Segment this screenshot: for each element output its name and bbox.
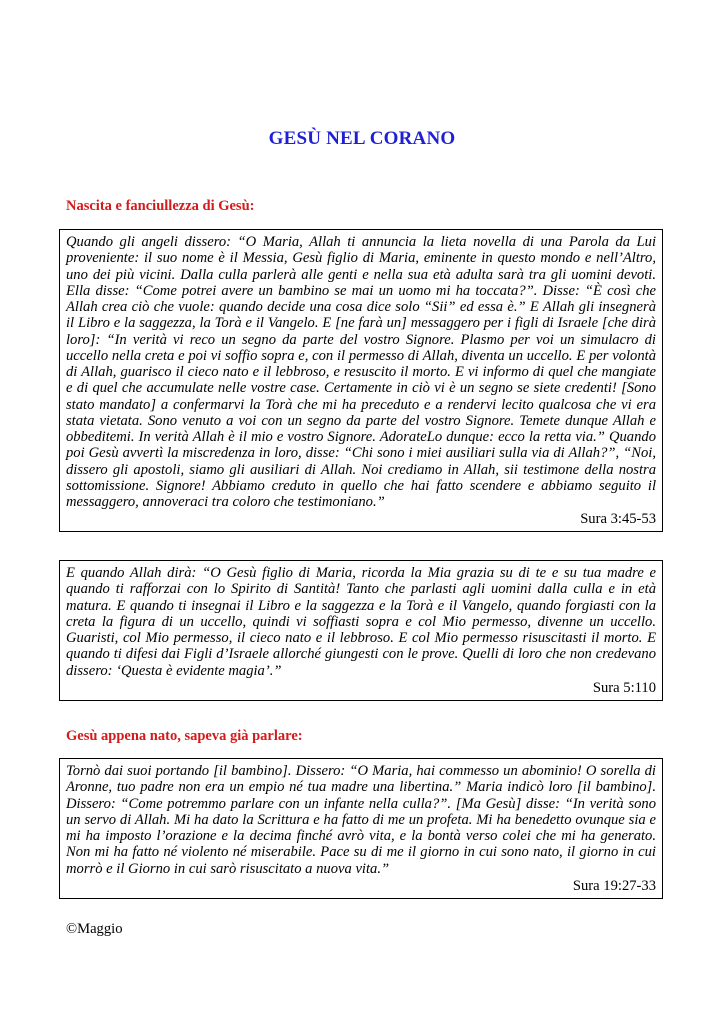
page-title: GESÙ NEL CORANO bbox=[268, 128, 456, 149]
quote-box-sura-19 bbox=[59, 758, 663, 899]
quote-text: Quando gli angeli dissero: “O Maria, Allah ti annuncia la lieta novella di una Parola da Lui proveniente: il suo nome è il Messia, Gesù figlio di Maria, eminente in questo mondo e nell’Altro, uno dei più vicini. Dalla culla parlerà alle genti e nella sua età adulta sarà tra gli uomini devoti. Ella disse: “Come potrei avere un bambino se mai un uomo mi ha toccata?”. Disse: “È così che Allah crea ciò che vuole: quando decide una cosa dice solo “Sii” ed essa è.” E Allah gli insegnerà il Libro e la saggezza, la Torà e il Vangelo. E [ne farà un] messaggero per i figli di Israele [che dirà loro]: “In verità vi reco un segno da parte del vostro Signore. Plasmo per voi un simulacro di uccello nella creta e poi vi soffio sopra e, con il permesso di Allah, diventa un uccello. E per volontà di Allah, guarisco il cieco nato e il lebbroso, e resuscito il morto. E vi informo di quel che mangiate e di quel che accumulate nelle vostre case. Certamente in ciò vi è un segno se siete credenti! [Sono stato mandato] a confermarvi la Torà che mi ha preceduto e a rendervi lecito qualcosa che vi era stata vietata. Sono venuto a voi con un segno da parte del vostro Signore. Temete dunque Allah e obbeditemi. In verità Allah è il mio e vostro Signore. AdorateLo dunque: ecco la retta via.” Quando poi Gesù avvertì la miscredenza in loro, disse: “Chi sono i miei ausiliari sulla via di Allah?”, “Noi, dissero gli apostoli, siamo gli ausiliari di Allah. Noi crediamo in Allah, sii testimone della nostra sottomissione. Signore! Abbiamo creduto in quello che hai fatto scendere e abbiamo seguito il messaggero, annoveraci tra coloro che testimoniano.” bbox=[66, 234, 656, 510]
section-heading-nascita: Nascita e fanciullezza di Gesù: bbox=[66, 198, 255, 214]
quote-reference: Sura 3:45-53 bbox=[580, 511, 656, 528]
quote-reference: Sura 19:27-33 bbox=[572, 877, 656, 894]
quote-text: Tornò dai suoi portando [il bambino]. Dissero: “O Maria, hai commesso un abominio! O sorella di Aronne, tuo padre non era un empio né tua madre una libertina.” Maria indicò loro [il bambino]. Dissero: “Come potremmo parlare con un infante nella culla?”. [Ma Gesù] disse: “In verità sono un servo di Allah. Mi ha dato la Scrittura e ha fatto di me un profeta. Mi ha benedetto ovunque sia e mi ha imposto l’orazione e la decima finché avrò vita, e la bontà verso colei che mi ha generato. Non mi ha fatto né violento né miserabile. Pace su di me il giorno in cui sono nato, il giorno in cui morrò e il Giorno in cui sarò risuscitato a nuova vita.” bbox=[66, 763, 656, 877]
quote-box-sura-5 bbox=[59, 560, 663, 701]
quote-text: E quando Allah dirà: “O Gesù figlio di Maria, ricorda la Mia grazia su di te e su tua madre e quando ti rafforzai con lo Spirito di Santità! Tanto che parlasti agli uomini dalla culla e in età matura. E quando ti insegnai il Libro e la saggezza e la Torà e il Vangelo, quando forgiasti con la creta la figura di un uccello, quindi vi soffiasti sopra e col Mio permesso, divenne un uccello. Guaristi, col Mio permesso, il cieco nato e il lebbroso. E col Mio permesso risuscitasti il morto. E quando ti difesi dai Figli d’Israele allorché giungesti con le prove. Quelli di loro che non credevano dissero: ‘Questa è evidente magia’.” bbox=[66, 565, 656, 679]
copyright-footer: ©Maggio bbox=[66, 921, 123, 937]
quote-box-sura-3 bbox=[59, 229, 663, 532]
quote-reference: Sura 5:110 bbox=[592, 679, 656, 696]
section-heading-parlare: Gesù appena nato, sapeva già parlare: bbox=[66, 728, 303, 744]
